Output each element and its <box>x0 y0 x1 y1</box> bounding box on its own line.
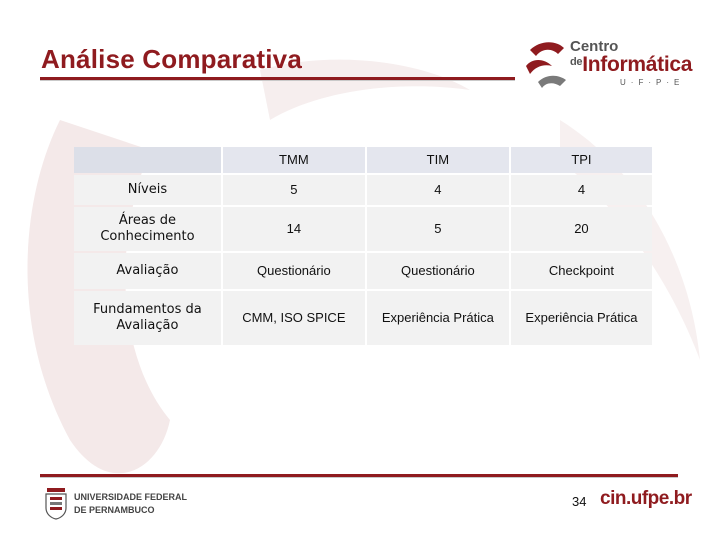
table-row <box>74 253 652 289</box>
cin-logo-line3: U·F·P·E <box>620 78 685 87</box>
table-cell: Checkpoint <box>511 253 652 289</box>
cin-logo-informatica: Informática <box>582 53 693 76</box>
cin-logo-mark-icon <box>522 36 568 90</box>
row-header: Áreas de Conhecimento <box>74 207 221 251</box>
footer-divider-shadow <box>40 477 678 478</box>
table-cell: Questionário <box>367 253 509 289</box>
row-header: Fundamentos da Avaliação <box>74 291 221 345</box>
table-cell: Experiência Prática <box>367 291 509 345</box>
ufpe-logo-line2: DE PERNAMBUCO <box>74 505 155 515</box>
ufpe-logo <box>44 486 188 522</box>
cin-logo <box>522 36 693 92</box>
table-cell: 20 <box>511 207 652 251</box>
row-header: Avaliação <box>74 253 221 289</box>
row-header: Níveis <box>74 175 221 205</box>
table-header-row <box>74 147 652 173</box>
cin-logo-de: de <box>570 56 583 68</box>
table-cell: 4 <box>367 175 509 205</box>
table-cell: 5 <box>223 175 365 205</box>
footer-site-link[interactable]: cin.ufpe.br <box>600 488 692 509</box>
page-number: 34 <box>572 494 587 509</box>
table-cell: 4 <box>511 175 652 205</box>
table-cell: 5 <box>367 207 509 251</box>
title-divider-shadow <box>40 80 515 81</box>
table-cell: CMM, ISO SPICE <box>223 291 365 345</box>
table-header-cell: TPI <box>511 147 652 173</box>
table-row <box>74 175 652 205</box>
table-cell: Questionário <box>223 253 365 289</box>
table-cell: Experiência Prática <box>511 291 652 345</box>
table-header-cell: TMM <box>223 147 365 173</box>
cin-logo-line2 <box>570 53 692 77</box>
slide-title: Análise Comparativa <box>41 44 303 74</box>
ufpe-logo-line1: UNIVERSIDADE FEDERAL <box>74 492 188 502</box>
table-cell: 14 <box>223 207 365 251</box>
ufpe-crest-icon <box>44 486 68 520</box>
table-row <box>74 207 652 251</box>
table-header-corner <box>74 147 221 173</box>
table-row <box>74 291 652 345</box>
table-header-cell: TIM <box>367 147 509 173</box>
comparison-table <box>72 145 654 347</box>
cin-logo-line1: Centro <box>570 38 619 55</box>
